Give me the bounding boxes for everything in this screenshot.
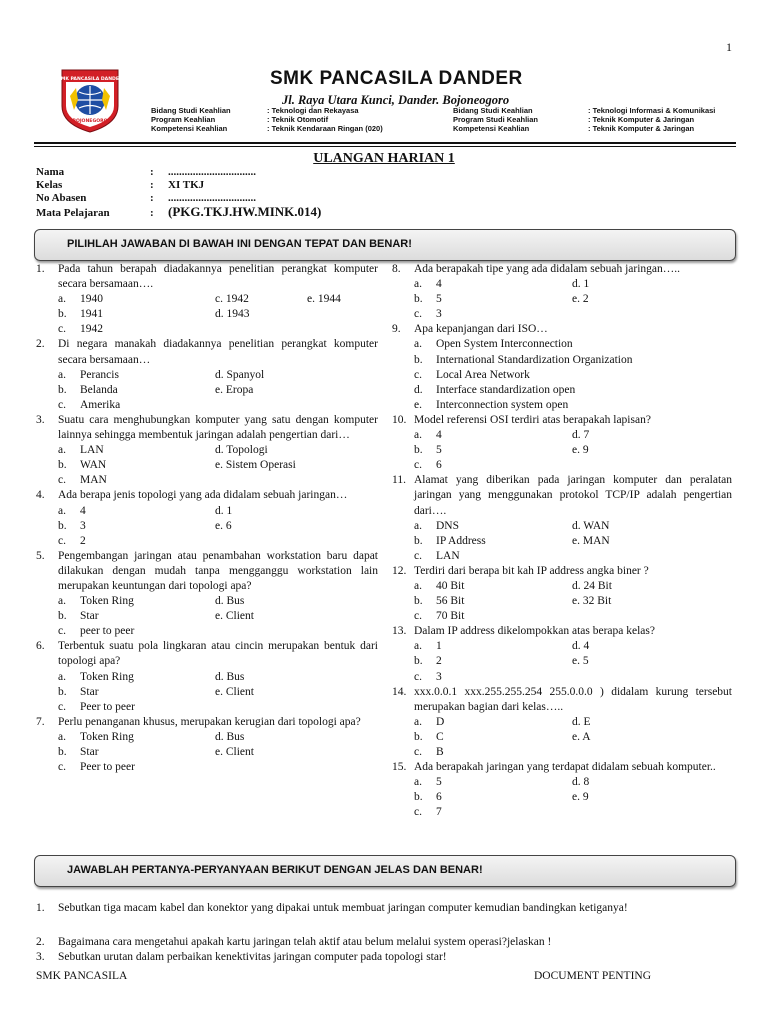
section1-banner: PILIHLAH JAWABAN DI BAWAH INI DENGAN TEPAT DAN BENAR! <box>34 229 736 261</box>
option-letter: c. <box>58 474 66 487</box>
question-item <box>392 413 732 473</box>
option-letter: b. <box>414 444 423 457</box>
answer-option-row <box>414 428 732 443</box>
option-text: 4 <box>80 504 86 517</box>
option-letter: a. <box>58 730 66 743</box>
option-letter: c. <box>58 625 66 638</box>
option-text: Amerika <box>80 398 121 411</box>
question-item <box>36 639 378 714</box>
option-text: DNS <box>436 519 460 532</box>
option-text: 6 <box>436 791 442 804</box>
option-text: Interface standardization open <box>436 383 576 396</box>
answer-option-row <box>414 805 732 820</box>
question-item <box>36 262 378 337</box>
question-number: 6. <box>36 640 45 653</box>
answer-option-row <box>58 307 378 322</box>
answer-option-row <box>414 292 732 307</box>
option-text: 70 Bit <box>436 610 465 623</box>
question-text: Pada tahun berapah diadakannya penelitian perangkat komputer secara bersamaan…. <box>58 263 378 291</box>
option-letter: a. <box>58 444 66 457</box>
option-letter: b. <box>414 730 423 743</box>
answer-option-row <box>414 534 732 549</box>
question-number: 14. <box>392 685 407 698</box>
answer-option-row <box>58 458 378 473</box>
option-text: d. Bus <box>215 730 245 743</box>
option-text: e. Client <box>215 746 254 758</box>
answer-option-row <box>414 519 732 534</box>
question-number: 13. <box>392 625 407 638</box>
question-text: Perlu penanganan khusus, merupakan kerugian dari topologi apa? <box>58 715 361 728</box>
option-text: 3 <box>436 308 442 321</box>
question-text: Alamat yang diberikan pada jaringan komputer dan peralatan jaringan yang menggunakan protokol TCP/IP adalah pengertian dari…. <box>414 474 732 517</box>
answer-option-row <box>58 519 378 534</box>
option-text: Star <box>80 746 99 758</box>
option-letter: a. <box>58 504 66 517</box>
option-letter: c. <box>414 459 422 472</box>
question-item <box>392 473 732 564</box>
option-text: 56 Bit <box>436 595 465 608</box>
answer-option-row <box>414 458 732 473</box>
option-text: d. 24 Bit <box>572 579 612 592</box>
question-item <box>392 564 732 624</box>
option-text: d. Bus <box>215 670 245 683</box>
answer-option-row <box>414 654 732 669</box>
answer-option-row <box>414 609 732 624</box>
option-letter: e. <box>414 398 422 411</box>
question-text: Dalam IP address dikelompokkan atas berapa kelas? <box>414 625 655 638</box>
option-text: 5 <box>436 776 442 789</box>
answer-option-row <box>58 443 378 458</box>
option-text: MAN <box>80 474 107 487</box>
info-subject: Mata Pelajaran : (PKG.TKJ.HW.MINK.014) <box>36 204 322 219</box>
option-text: 1942 <box>80 323 103 336</box>
option-letter: a. <box>414 715 422 728</box>
option-letter: b. <box>58 610 67 623</box>
option-letter: a. <box>58 670 66 683</box>
option-letter: c. <box>58 398 66 411</box>
option-letter: b. <box>414 655 423 668</box>
meta-right-values: : Teknologi Informasi & Komunikasi : Teknik Komputer & Jaringan : Teknik Komputer & Jaringan <box>588 106 716 134</box>
option-text: Local Area Network <box>436 368 530 381</box>
answer-option-row <box>414 715 732 730</box>
option-text: d. E <box>572 715 591 728</box>
option-text: Belanda <box>80 383 118 396</box>
option-text: d. 1 <box>215 504 233 517</box>
school-address: Jl. Raya Utara Kunci, Dander. Bojoneogoro <box>282 93 510 107</box>
question-number: 7. <box>36 715 45 728</box>
info-absen: No Abasen : ................................ <box>36 192 256 204</box>
question-number: 10. <box>392 413 407 426</box>
option-letter: a. <box>414 338 422 351</box>
question-item <box>392 262 732 322</box>
option-text: C <box>436 730 444 743</box>
answer-option-row <box>414 277 732 292</box>
question-number: 5. <box>36 549 45 562</box>
answer-option-row <box>414 790 732 805</box>
option-text: d. 4 <box>572 640 590 653</box>
option-text: 5 <box>436 444 442 457</box>
option-text: 4 <box>436 429 442 442</box>
question-text: Suatu cara menghubungkan komputer yang satu dengan komputer lainnya sehingga membentuk jaringan adalah pengertian dari… <box>58 413 378 442</box>
question-number: 15. <box>392 761 407 774</box>
answer-option-row <box>414 307 732 322</box>
footer-left: SMK PANCASILA <box>36 970 128 982</box>
option-text: Peer to peer <box>80 700 135 713</box>
option-text: d. Topologi <box>215 444 268 457</box>
answer-option-row <box>414 383 732 398</box>
question-text: xxx.0.0.1 xxx.255.255.254 255.0.0.0 ) didalam kurung tersebut merupakan bagian dari kelas….. <box>414 685 732 713</box>
answer-option-row <box>58 322 378 337</box>
option-letter: c. <box>414 308 422 321</box>
answer-option-row <box>58 760 378 775</box>
option-text: 1 <box>436 640 442 653</box>
option-text: e. 32 Bit <box>572 595 612 608</box>
info-name: Nama : ................................ <box>36 166 256 178</box>
option-text: Token Ring <box>80 730 134 743</box>
answer-option-row <box>58 594 378 609</box>
option-text: International Standardization Organization <box>436 353 633 366</box>
option-text: Token Ring <box>80 595 134 608</box>
header-divider <box>34 142 736 144</box>
option-letter: b. <box>58 746 67 758</box>
question-item <box>36 715 378 775</box>
option-text: d. Spanyol <box>215 368 265 381</box>
answer-option-row <box>414 443 732 458</box>
option-text: LAN <box>80 444 104 457</box>
question-number: 3. <box>36 413 45 426</box>
question-number: 12. <box>392 564 407 577</box>
answer-option-row <box>58 504 378 519</box>
option-text: e. Client <box>215 685 254 698</box>
meta-left-labels: Bidang Studi Keahlian Program Keahlian Kompetensi Keahlian <box>151 106 231 134</box>
option-text: LAN <box>436 549 460 562</box>
footer-right: DOCUMENT PENTING <box>534 970 652 982</box>
question-number: 11. <box>392 474 406 487</box>
question-text: Di negara manakah diadakannya penelitian perangkat komputer secara bersamaan… <box>58 338 378 366</box>
option-letter: a. <box>58 368 66 381</box>
option-letter: c. <box>58 323 66 336</box>
question-item <box>392 624 732 684</box>
answer-option-row <box>58 368 378 383</box>
answer-option-row <box>58 398 378 413</box>
option-letter: c. <box>414 670 422 683</box>
meta-left-values: : Teknologi dan Rekayasa : Teknik Otomotif : Teknik Kendaraan Ringan (020) <box>267 106 383 134</box>
option-text: d. 1943 <box>215 308 250 321</box>
question-text: Pengembangan jaringan atau penambahan workstation baru dapat dilakukan dengan mudah tanpa mengganggu workstation lain merupakan keuntungan dari topologi apa? <box>58 549 378 592</box>
info-class: Kelas : XI TKJ <box>36 179 205 191</box>
option-text: 4 <box>436 278 442 291</box>
question-item <box>392 760 732 820</box>
option-letter: b. <box>414 791 423 804</box>
question-text: Terdiri dari berapa bit kah IP address angka biner ? <box>414 564 649 577</box>
option-text: D <box>436 715 445 728</box>
school-name: SMK PANCASILA DANDER <box>270 68 523 89</box>
option-letter: b. <box>414 534 423 547</box>
option-text: e. 2 <box>572 293 589 306</box>
questions-left-column <box>36 262 378 775</box>
option-text: d. 8 <box>572 776 590 789</box>
option-letter: c. <box>414 746 422 758</box>
option-letter: c. <box>414 610 422 623</box>
answer-option-row <box>58 292 378 307</box>
answer-option-row <box>58 383 378 398</box>
option-text: B <box>436 746 444 758</box>
option-text: 1940 <box>80 293 103 306</box>
option-text: peer to peer <box>80 625 135 638</box>
question-number: 9. <box>392 323 401 336</box>
option-text: e. Sistem Operasi <box>215 459 296 472</box>
essay-question: 1. Sebutkan tiga macam kabel dan konektor yang dipakai untuk membuat jaringan computer kemudian bandingkan ketiganya! <box>36 902 628 914</box>
option-letter: b. <box>414 293 423 306</box>
option-text: e. 1944 <box>307 293 341 306</box>
option-text: Star <box>80 685 99 698</box>
questions-right-column <box>392 262 732 820</box>
answer-option-row <box>58 730 378 745</box>
section2-banner: JAWABLAH PERTANYA-PERYANYAAN BERIKUT DENGAN JELAS DAN BENAR! <box>34 855 736 887</box>
answer-option-row <box>58 685 378 700</box>
option-letter: d. <box>414 383 423 396</box>
option-text: 3 <box>80 519 86 532</box>
option-text: e. Client <box>215 610 254 623</box>
question-item <box>392 685 732 760</box>
option-text: 7 <box>436 806 442 819</box>
question-text: Model referensi OSI terdiri atas berapakah lapisan? <box>414 413 651 426</box>
header-divider-thin <box>34 146 736 147</box>
option-letter: b. <box>58 685 67 698</box>
option-text: 1941 <box>80 308 103 321</box>
question-number: 8. <box>392 263 401 275</box>
option-letter: a. <box>414 278 422 291</box>
question-item <box>36 549 378 640</box>
question-text: Ada berapakah jaringan yang terdapat didalam sebuah komputer.. <box>414 761 716 774</box>
option-text: d. Bus <box>215 595 245 608</box>
question-item <box>36 337 378 412</box>
option-text: 6 <box>436 459 442 472</box>
option-text: Token Ring <box>80 670 134 683</box>
answer-option-row <box>58 700 378 715</box>
question-item <box>392 322 732 413</box>
option-letter: c. <box>58 761 66 774</box>
essay-question: 2. Bagaimana cara mengetahui apakah kartu jaringan telah aktif atau belum melalui system operasi?jelaskan ! <box>36 936 552 948</box>
question-text: Ada berapakah tipe yang ada didalam sebuah jaringan….. <box>414 263 680 275</box>
answer-option-row <box>414 337 732 352</box>
question-number: 2. <box>36 338 45 351</box>
option-text: IP Address <box>436 534 486 547</box>
option-letter: a. <box>414 776 422 789</box>
option-text: d. 7 <box>572 429 590 442</box>
option-letter: a. <box>414 519 422 532</box>
option-text: d. 1 <box>572 278 590 291</box>
option-letter: b. <box>414 595 423 608</box>
option-text: d. WAN <box>572 519 610 532</box>
answer-option-row <box>414 594 732 609</box>
school-logo <box>56 66 124 134</box>
question-number: 4. <box>36 489 45 502</box>
logo-bottom-text: BOJONEGORO <box>72 119 108 124</box>
option-letter: b. <box>58 383 67 396</box>
option-letter: b. <box>58 459 67 472</box>
answer-option-row <box>414 398 732 413</box>
option-text: 2 <box>80 534 86 547</box>
option-text: Perancis <box>80 368 119 381</box>
answer-option-row <box>58 670 378 685</box>
answer-option-row <box>414 368 732 383</box>
option-text: e. 6 <box>215 519 232 532</box>
answer-option-row <box>58 745 378 760</box>
option-text: 2 <box>436 655 442 668</box>
option-letter: c. <box>58 700 66 713</box>
option-letter: b. <box>58 308 67 321</box>
option-text: e. 9 <box>572 791 589 804</box>
option-letter: b. <box>58 519 67 532</box>
answer-option-row <box>414 670 732 685</box>
option-letter: a. <box>414 579 422 592</box>
meta-right-labels: Bidang Studi Keahlian Program Studi Keahlian Kompetensi Keahlian <box>453 106 539 134</box>
option-letter: a. <box>58 595 66 608</box>
option-letter: c. <box>58 534 66 547</box>
answer-option-row <box>58 473 378 488</box>
answer-option-row <box>414 353 732 368</box>
answer-option-row <box>414 745 732 760</box>
question-item <box>36 413 378 488</box>
question-item <box>36 488 378 548</box>
essay-question: 3. Sebutkan urutan dalam perbaikan kenektivitas jaringan computer pada topologi star! <box>36 951 447 963</box>
option-text: e. 5 <box>572 655 589 668</box>
answer-option-row <box>414 549 732 564</box>
option-letter: a. <box>414 640 422 653</box>
option-text: 40 Bit <box>436 579 465 592</box>
question-number: 1. <box>36 263 45 275</box>
option-text: e. A <box>572 730 591 743</box>
option-text: WAN <box>80 459 107 472</box>
option-text: e. Eropa <box>215 383 254 396</box>
option-letter: a. <box>58 293 66 306</box>
option-text: Open System Interconnection <box>436 338 573 351</box>
answer-option-row <box>414 730 732 745</box>
question-text: Ada berapa jenis topologi yang ada didalam sebuah jaringan… <box>58 489 348 502</box>
answer-option-row <box>58 624 378 639</box>
logo-top-text: SMK PANCASILA DANDER <box>57 77 123 82</box>
answer-option-row <box>58 534 378 549</box>
option-letter: c. <box>414 549 422 562</box>
option-letter: c. <box>414 368 422 381</box>
option-letter: a. <box>414 429 422 442</box>
option-text: Peer to peer <box>80 761 135 774</box>
question-text: Apa kepanjangan dari ISO… <box>414 323 548 336</box>
option-text: Star <box>80 610 99 623</box>
option-text: Interconnection system open <box>436 398 569 411</box>
option-text: c. 1942 <box>215 293 249 306</box>
answer-option-row <box>414 579 732 594</box>
question-text: Terbentuk suatu pola lingkaran atau cincin merupakan bentuk dari topologi apa? <box>58 640 378 668</box>
answer-option-row <box>414 775 732 790</box>
answer-option-row <box>58 609 378 624</box>
answer-option-row <box>414 639 732 654</box>
option-letter: b. <box>414 353 423 366</box>
exam-title: ULANGAN HARIAN 1 <box>313 151 455 166</box>
option-text: 5 <box>436 293 442 306</box>
option-text: 3 <box>436 670 442 683</box>
option-letter: c. <box>414 806 422 819</box>
option-text: e. MAN <box>572 534 610 547</box>
option-text: e. 9 <box>572 444 589 457</box>
page-number: 1 <box>726 40 732 54</box>
